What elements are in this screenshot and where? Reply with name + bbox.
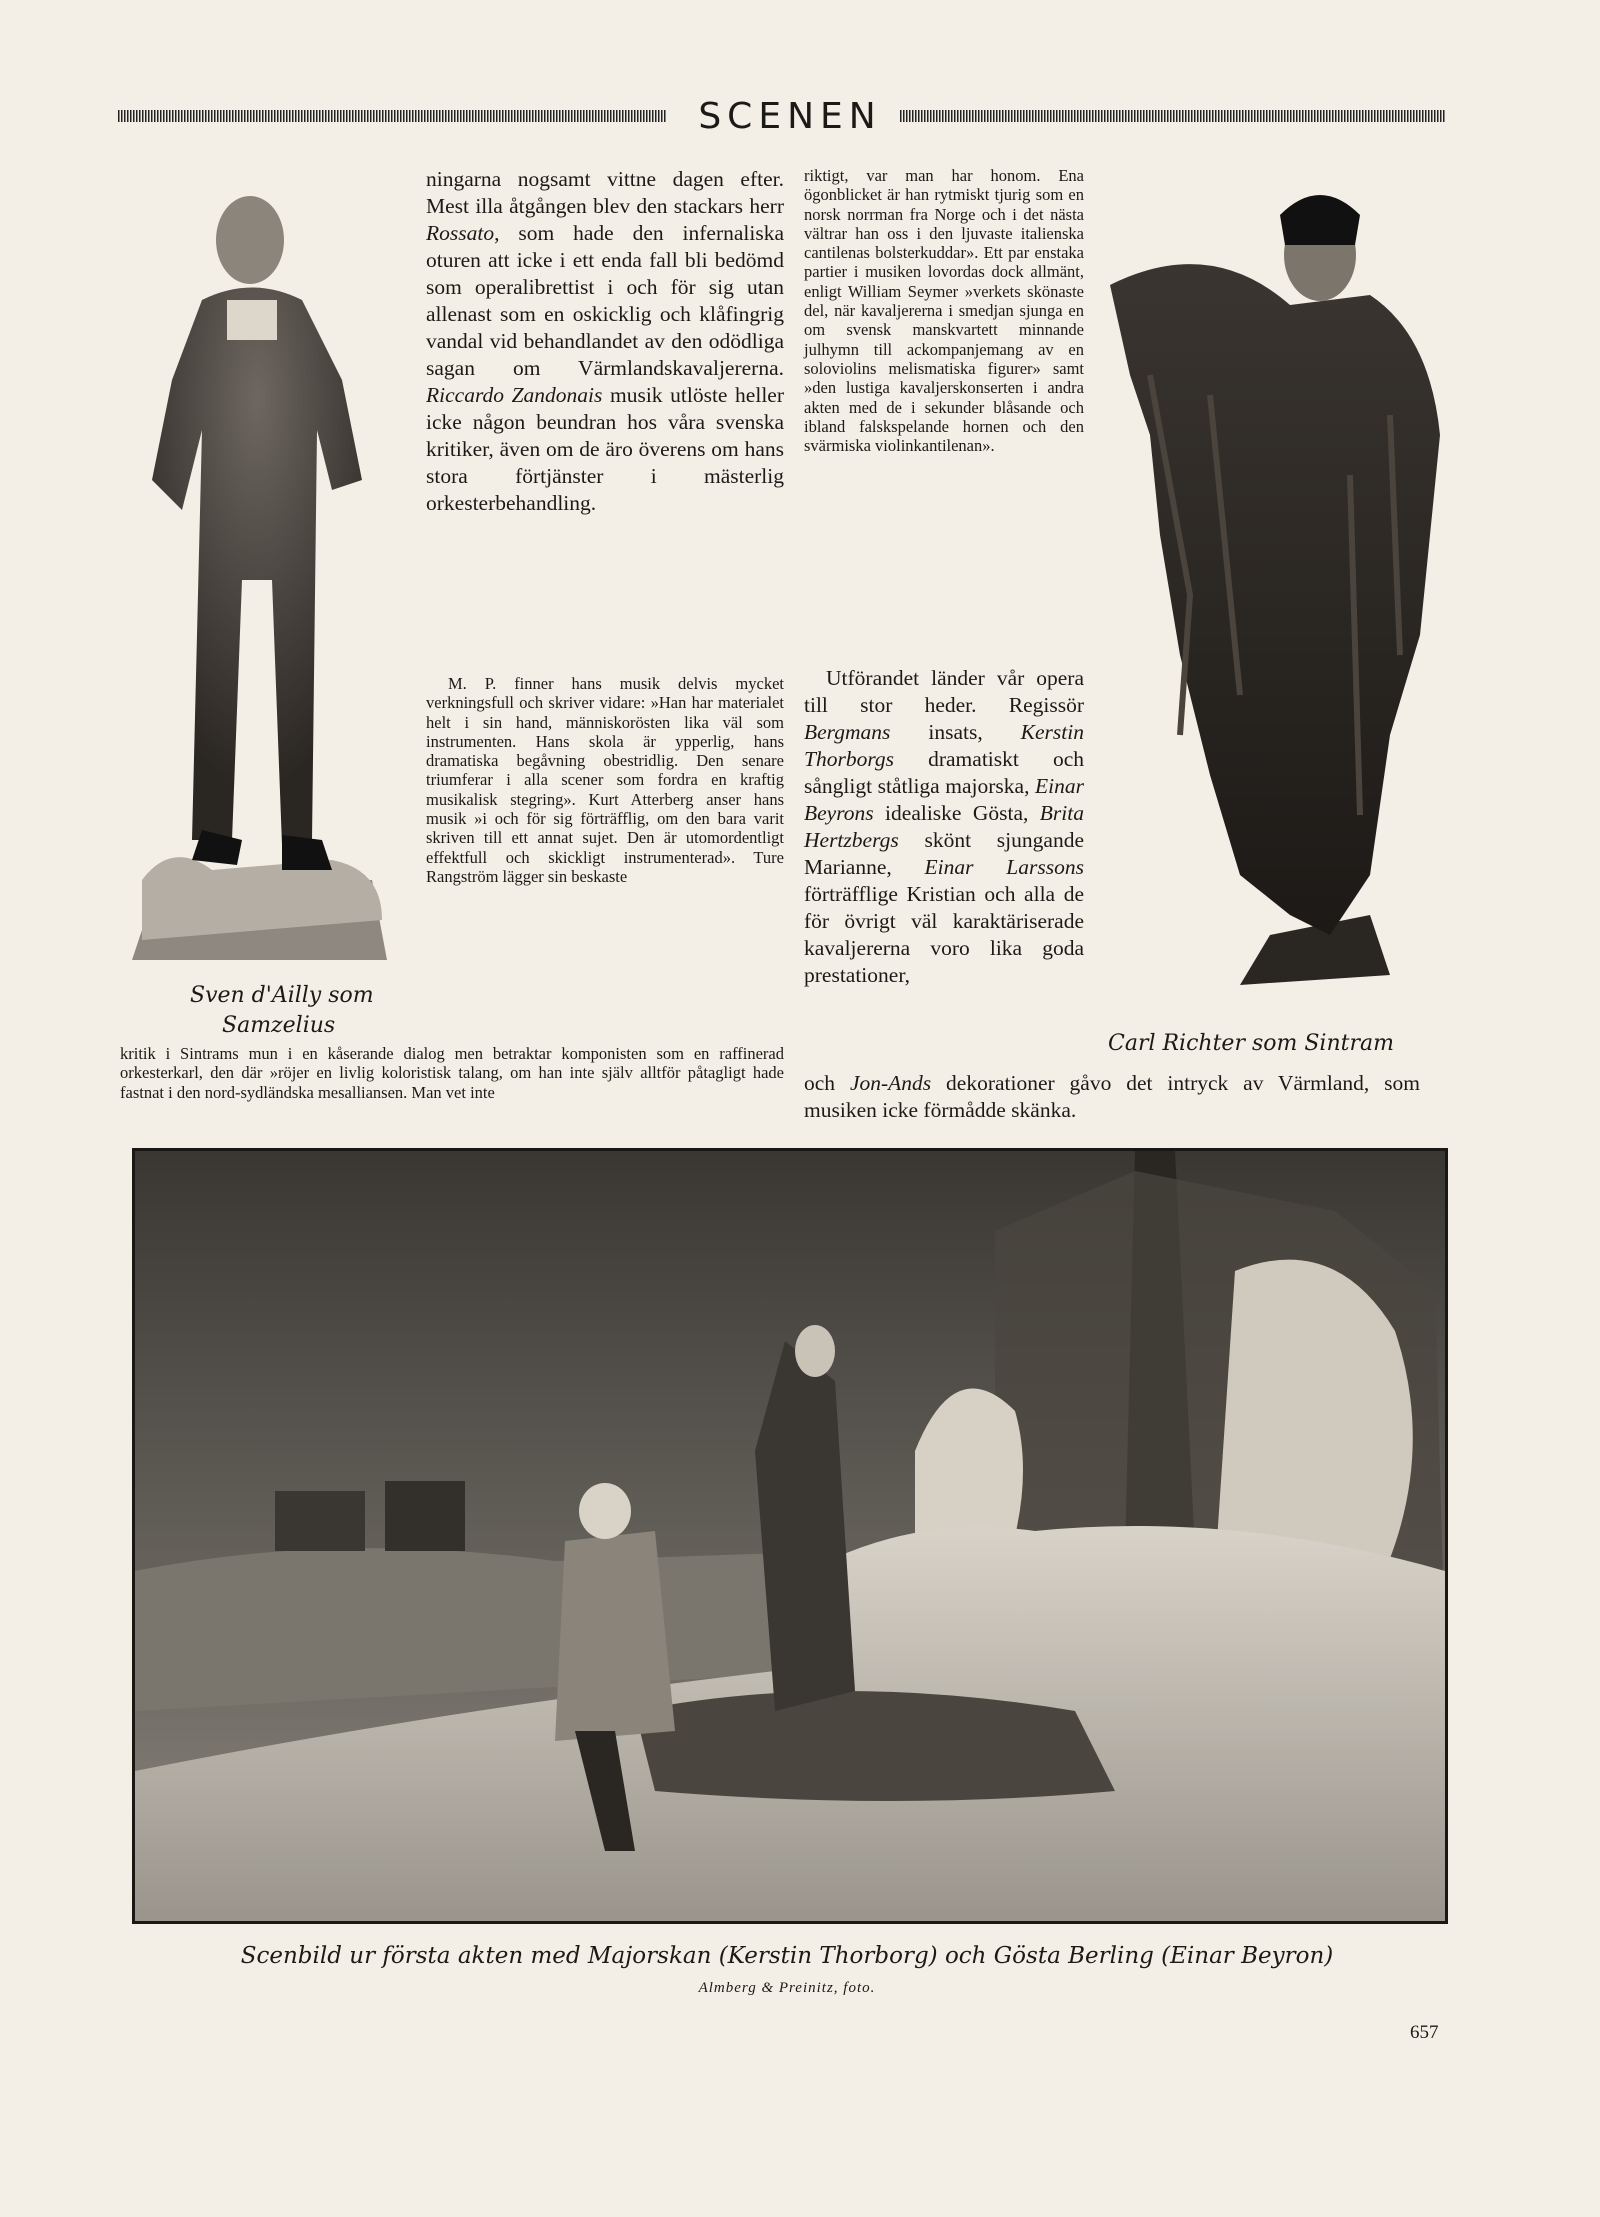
caption-right: Carl Richter som Sintram: [1108, 1031, 1394, 1056]
header-rule-right: [900, 110, 1446, 122]
portrait-photo-left: [132, 180, 392, 960]
article-paragraph: Utförandet länder vår opera till stor heder. Regissör Bergmans insats, Kerstin Thorborgs dramatiskt och sångligt ståtliga majorska, Einar Beyrons idealiske Gösta, Brita Hertzbergs skönt sjungande Marianne, Einar Larssons förträfflige Kristian och alla de för övrigt väl karaktäriserade kavaljererna voro lika goda prestationer,: [804, 666, 1084, 987]
article-column-1: [426, 166, 784, 523]
article-paragraph: och Jon-Ands dekorationer gåvo det intryck av Värmland, som musiken icke förmådde skänka.: [804, 1071, 1420, 1122]
article-paragraph: ningarna nogsamt vittne dagen efter. Mest illa åtgången blev den stackars herr Rossato, som hade den infernaliska oturen att icke i ett enda fall bli bedömd som operalibrettist i och för sig utan allenast som en oskicklig och klåfingrig vandal vid behandlandet av den odödliga sagan om Värmlandskavaljererna. Riccardo Zandonais musik utlöste heller icke någon beundran hos våra svenska kritiker, även om de äro överens om hans stora förtjänster i mästerlig orkesterbehandling.: [426, 167, 784, 515]
article-paragraph: kritik i Sintrams mun i en kåserande dialog men betraktar komponisten som en raffinerad orkesterkarl, den där »röjer en livlig koloristisk talang, om han inte själv alltför påtagligt hade fastnat i den nord-sydländska mesalliansen. Man vet inte: [120, 1044, 784, 1102]
article-column-1-continuation: [120, 1044, 784, 1108]
page-number: 657: [1410, 2022, 1439, 2043]
photo-credit: Almberg & Preinitz, foto.: [698, 1980, 876, 1996]
section-title: SCENEN: [698, 96, 882, 137]
article-column-2-text: [804, 665, 1084, 995]
caption-left-line2: Samzelius: [222, 1013, 336, 1038]
caption-left-line1: Sven d'Ailly som: [190, 983, 374, 1008]
portrait-photo-right: [1090, 175, 1460, 1015]
header-rule-left: [118, 110, 666, 122]
article-paragraph: M. P. finner hans musik delvis mycket verkningsfull och skriver vidare: »Han har materialet helt i sin hand, människorösten lika väl som instrumenten. Hans skola är ypperlig, hans dramatiska begåvning obestridlig. Den senare triumferar i alla scener som fordra en kraftig musikalisk stegring». Kurt Atterberg anser hans musik »i och för sig förträfflig, om den bara varit skriven till ett annat sujet. Den är utomordentligt effektfull och skickligt instrumenterad». Ture Rangström lägger sin beskaste: [426, 674, 784, 886]
article-column-2-continuation: [804, 1070, 1420, 1130]
article-column-1-quote: [426, 674, 784, 892]
scene-caption: Scenbild ur första akten med Majorskan (Kerstin Thorborg) och Gösta Berling (Einar Beyron): [240, 1943, 1334, 1969]
article-column-2: [804, 166, 1084, 461]
article-paragraph: riktigt, var man har honom. Ena ögonblicket är han rytmiskt tjurig som en norsk norrman fra Norge och i det nästa vältrar han oss i den ljuvaste italienska cantilenas bolsterkuddar». Ett par enstaka partier i musiken lovordas dock allmänt, enligt William Seymer »verkets skönaste del, när kavaljererna i smedjan sjunga en om svensk manskvartett minnande julhymn till ackompanjemang av en soloviolins melismatiska figurer» samt »den lustiga kavaljerskonserten i andra akten med de i sekunder blåsande och ibland falskspelande hornen och den svärmiska violinkantilenan».: [804, 166, 1084, 456]
scene-photo: [132, 1148, 1448, 1924]
